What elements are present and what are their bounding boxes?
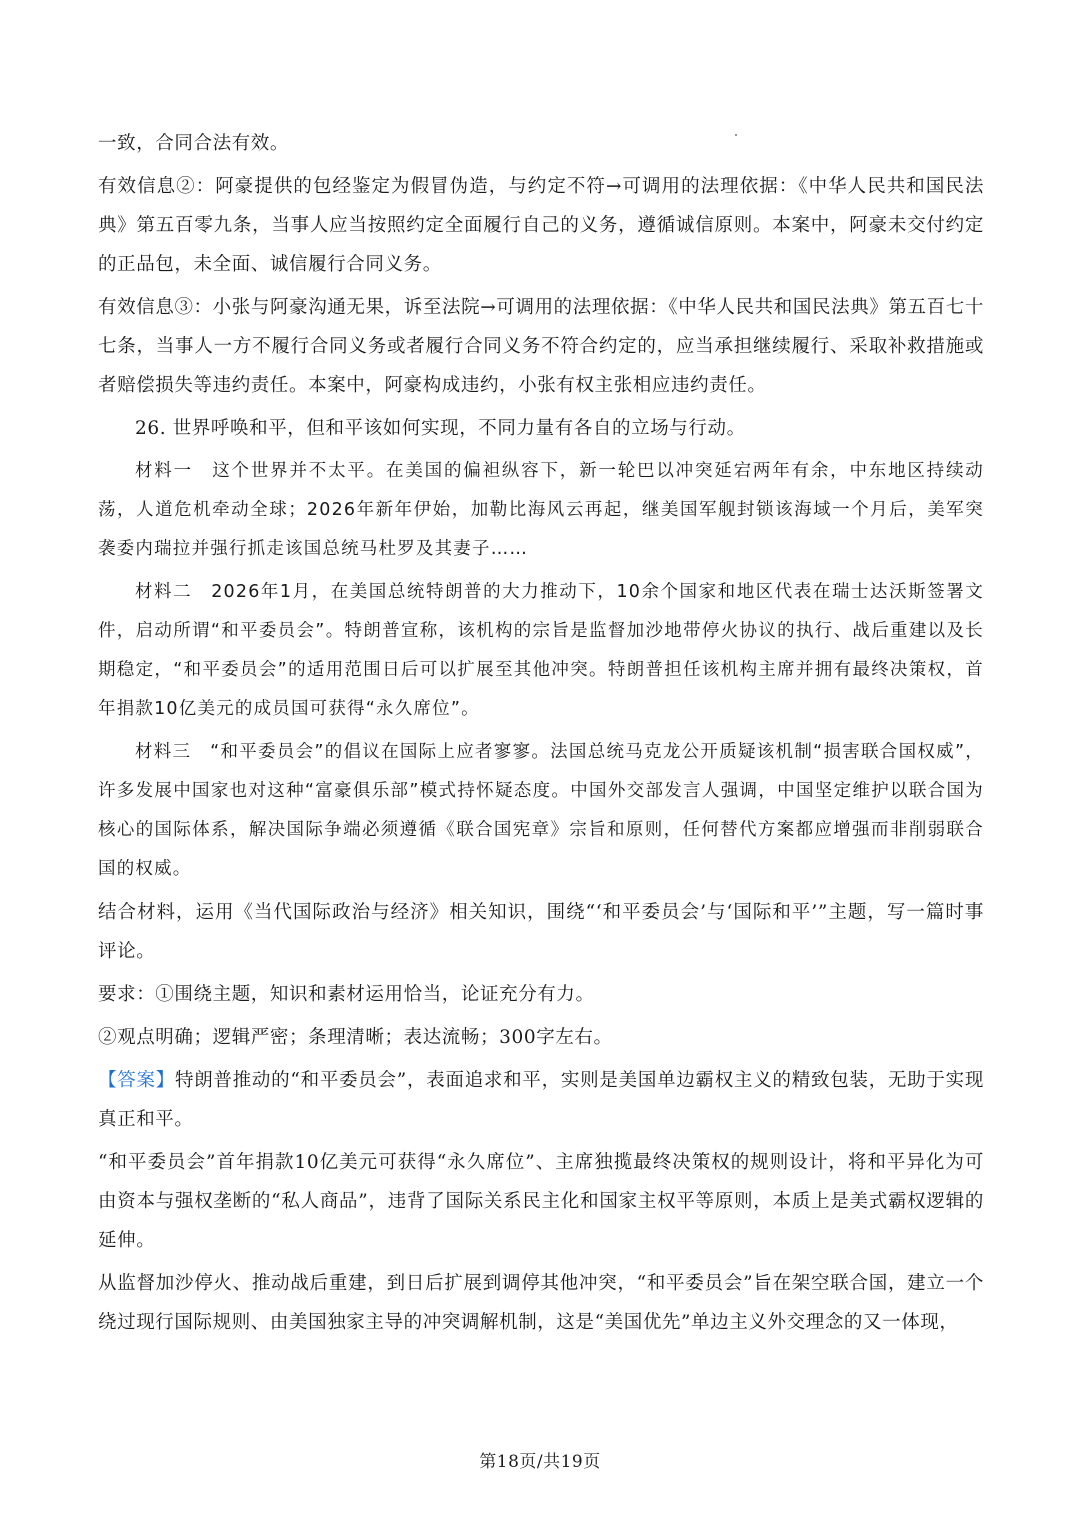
- answer-tag: 【答案】: [98, 1070, 175, 1091]
- paragraph-2: 有效信息②：阿豪提供的包经鉴定为假冒伪造，与约定不符→可调用的法理依据：《中华人民共和国民法典》第五百零九条，当事人应当按照约定全面履行自己的义务，遵循诚信原则。本案中，阿豪未交付约定的正品包，未全面、诚信履行合同义务。: [98, 176, 984, 275]
- answer-paragraph-2: “和平委员会”首年捐款10亿美元可获得“永久席位”、主席独揽最终决策权的规则设计，将和平异化为可由资本与强权垄断的“私人商品”，违背了国际关系民主化和国家主权平等原则，本质上是美式霸权逻辑的延伸。: [98, 1152, 984, 1251]
- material-3: 材料三 “和平委员会”的倡议在国际上应者寥寥。法国总统马克龙公开质疑该机制“损害联合国权威”，许多发展中国家也对这种“富豪俱乐部”模式持怀疑态度。中国外交部发言人强调，中国坚定维护以联合国为核心的国际体系，解决国际争端必须遵循《联合国宪章》宗旨和原则，任何替代方案都应增强而非削弱联合国的权威。: [98, 742, 984, 879]
- material-1: 材料一 这个世界并不太平。在美国的偏袒纵容下，新一轮巴以冲突延宕两年有余，中东地区持续动荡，人道危机牵动全球；2026年新年伊始，加勒比海风云再起，继美国军舰封锁该海域一个月后，美军突袭委内瑞拉并强行抓走该国总统马杜罗及其妻子……: [98, 461, 984, 559]
- answer-paragraph-3: 从监督加沙停火、推动战后重建，到日后扩展到调停其他冲突，“和平委员会”旨在架空联合国，建立一个绕过现行国际规则、由美国独家主导的冲突调解机制，这是“美国优先”单边主义外交理念的又一体现，: [98, 1273, 984, 1333]
- requirement-2: ②观点明确；逻辑严密；条理清晰；表达流畅；300字左右。: [98, 1027, 613, 1048]
- document-body: [98, 124, 984, 1346]
- material-2: 材料二 2026年1月，在美国总统特朗普的大力推动下，10余个国家和地区代表在瑞士达沃斯签署文件，启动所谓“和平委员会”。特朗普宣称，该机构的宗旨是监督加沙地带停火协议的执行、战后重建以及长期稳定，“和平委员会”的适用范围日后可以扩展至其他冲突。特朗普担任该机构主席并拥有最终决策权，首年捐款10亿美元的成员国可获得“永久席位”。: [98, 582, 984, 719]
- task-instruction: 结合材料，运用《当代国际政治与经济》相关知识，围绕“‘和平委员会’与‘国际和平’”主题，写一篇时事评论。: [98, 902, 984, 962]
- question-26: 26. 世界呼唤和平，但和平该如何实现，不同力量有各自的立场与行动。: [135, 418, 746, 439]
- answer-text: 特朗普推动的“和平委员会”，表面追求和平，实则是美国单边霸权主义的精致包装，无助于实现真正和平。: [98, 1070, 984, 1130]
- requirement-1: 要求：①围绕主题，知识和素材运用恰当，论证充分有力。: [98, 984, 595, 1005]
- page-number: 第18页/共19页: [479, 1452, 601, 1472]
- paragraph-3: 有效信息③：小张与阿豪沟通无果，诉至法院→可调用的法理依据：《中华人民共和国民法典》第五百七十七条，当事人一方不履行合同义务或者履行合同义务不符合约定的，应当承担继续履行、采取补救措施或者赔偿损失等违约责任。本案中，阿豪构成违约，小张有权主张相应违约责任。: [98, 297, 984, 396]
- paragraph-1: 一致，合同合法有效。: [98, 133, 290, 154]
- answer-paragraph: [98, 1061, 984, 1139]
